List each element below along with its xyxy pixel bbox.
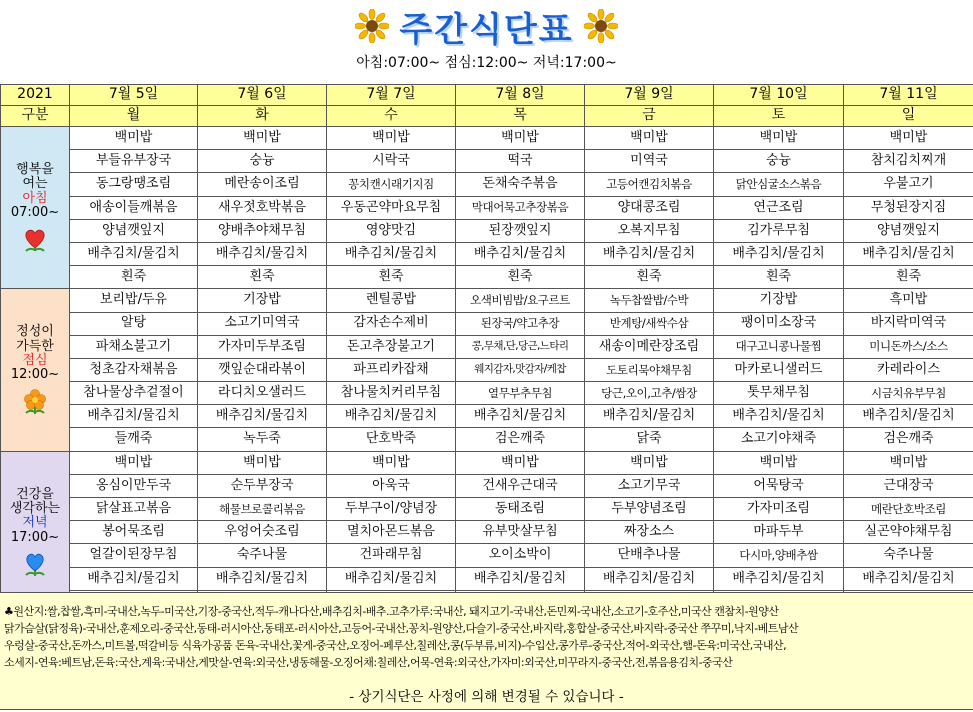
menu-item-cell: 시금치유부무침 bbox=[844, 382, 973, 405]
menu-item-cell: 기장밥 bbox=[198, 289, 327, 312]
menu-item-cell: 반계탕/새싹수삼 bbox=[585, 312, 714, 335]
menu-item-cell: 백미밥 bbox=[70, 451, 198, 474]
menu-item-cell: 흰죽 bbox=[585, 266, 714, 289]
menu-item-cell: 청초감자채볶음 bbox=[70, 358, 198, 381]
menu-row bbox=[1, 335, 973, 358]
weekday-cell: 수 bbox=[327, 106, 456, 127]
menu-item-cell: 우불고기 bbox=[844, 173, 973, 196]
meal-label-line: 정성이 bbox=[16, 324, 54, 340]
weekly-menu-table bbox=[0, 84, 973, 614]
menu-item-cell: 숙주나물 bbox=[198, 544, 327, 567]
menu-item-cell: 배추김치/물김치 bbox=[585, 242, 714, 265]
menu-item-cell: 봉어묵조림 bbox=[70, 521, 198, 544]
menu-item-cell: 미니돈까스/소스 bbox=[844, 335, 973, 358]
menu-item-cell: 새우젓호박볶음 bbox=[198, 196, 327, 219]
origin-line: 닭가슴살(닭정육)-국내산,훈제오리-중국산,동태-러시아산,동태포-러시아산,고등어-국내산,꽁치-원양산,다슬기-중국산,바지락,홍합살-중국산,바지락-중국산 쭈꾸미,낙지-베트남산 bbox=[4, 622, 799, 635]
menu-item-cell: 열무부추무침 bbox=[456, 382, 585, 405]
sunflower-icon bbox=[355, 9, 389, 43]
menu-item-cell: 닭죽 bbox=[585, 428, 714, 451]
menu-item-cell: 닭안심굴소스볶음 bbox=[714, 173, 844, 196]
menu-item-cell: 백미밥 bbox=[70, 127, 198, 150]
menu-item-cell: 백미밥 bbox=[198, 127, 327, 150]
menu-item-cell: 백미밥 bbox=[327, 127, 456, 150]
page-title: 주간식단표 bbox=[399, 9, 574, 50]
menu-item-cell: 소고기무국 bbox=[585, 474, 714, 497]
menu-item-cell: 대구고니콩나물찜 bbox=[714, 335, 844, 358]
menu-item-cell: 옹심이만두국 bbox=[70, 474, 198, 497]
meal-label-line: 건강을 bbox=[16, 486, 54, 502]
menu-item-cell: 배추김치/물김치 bbox=[327, 242, 456, 265]
meal-label bbox=[2, 488, 68, 577]
menu-item-cell: 양배추야채무침 bbox=[198, 219, 327, 242]
menu-row bbox=[1, 289, 973, 312]
sunflower-icon bbox=[584, 9, 618, 43]
menu-item-cell: 흰죽 bbox=[70, 266, 198, 289]
menu-row bbox=[1, 405, 973, 428]
menu-item-cell: 배추김치/물김치 bbox=[70, 567, 198, 590]
menu-item-cell: 양념깻잎지 bbox=[844, 219, 973, 242]
menu-item-cell: 메란송이조림 bbox=[198, 173, 327, 196]
menu-item-cell: 파프리카잡채 bbox=[327, 358, 456, 381]
menu-item-cell: 우엉어슷조림 bbox=[198, 521, 327, 544]
meal-time: 17:00~ bbox=[10, 529, 60, 545]
menu-item-cell: 배추김치/물김치 bbox=[198, 405, 327, 428]
menu-item-cell: 양대콩조림 bbox=[585, 196, 714, 219]
menu-item-cell: 시락국 bbox=[327, 150, 456, 173]
menu-item-cell: 실곤약야채무침 bbox=[844, 521, 973, 544]
menu-item-cell: 새송이메란장조림 bbox=[585, 335, 714, 358]
meal-label-cell bbox=[1, 451, 70, 613]
menu-item-cell: 오복지무침 bbox=[585, 219, 714, 242]
menu-item-cell: 흰죽 bbox=[714, 266, 844, 289]
menu-item-cell: 배추김치/물김치 bbox=[585, 405, 714, 428]
menu-item-cell: 백미밥 bbox=[714, 451, 844, 474]
menu-item-cell: 검은깨죽 bbox=[456, 428, 585, 451]
menu-item-cell: 다시마,양배추쌈 bbox=[714, 544, 844, 567]
menu-item-cell: 우동곤약마요무침 bbox=[327, 196, 456, 219]
menu-item-cell: 떡국 bbox=[456, 150, 585, 173]
menu-item-cell: 두부양념조림 bbox=[585, 498, 714, 521]
menu-item-cell: 오이소박이 bbox=[456, 544, 585, 567]
weekday-cell: 목 bbox=[456, 106, 585, 127]
date-cell: 7월 10일 bbox=[714, 85, 844, 106]
page-header bbox=[0, 0, 973, 84]
menu-item-cell: 배추김치/물김치 bbox=[844, 567, 973, 590]
menu-item-cell: 배추김치/물김치 bbox=[70, 242, 198, 265]
menu-item-cell: 단호박죽 bbox=[327, 428, 456, 451]
origin-line: ♣원산지:쌀,찹쌀,흑미-국내산,녹두-미국산,기장-중국산,적두-캐나다산,배추김치-배추.고추가루:국내산, 돼지고기-국내산,돈민찌-국내산,소고기-호주산,미국산 캔참치-원양산 bbox=[4, 605, 779, 618]
menu-item-cell: 얼갈이된장무침 bbox=[70, 544, 198, 567]
menu-item-cell: 순두부장국 bbox=[198, 474, 327, 497]
menu-item-cell: 짜장소스 bbox=[585, 521, 714, 544]
menu-item-cell: 백미밥 bbox=[456, 451, 585, 474]
menu-item-cell: 마카로니샐러드 bbox=[714, 358, 844, 381]
menu-item-cell: 단배추나물 bbox=[585, 544, 714, 567]
menu-item-cell: 바지락미역국 bbox=[844, 312, 973, 335]
menu-item-cell: 파채소불고기 bbox=[70, 335, 198, 358]
meal-label bbox=[2, 325, 68, 414]
menu-item-cell: 숙주나물 bbox=[844, 544, 973, 567]
menu-row bbox=[1, 498, 973, 521]
date-cell: 7월 9일 bbox=[585, 85, 714, 106]
menu-item-cell: 닭살표고볶음 bbox=[70, 498, 198, 521]
meal-times: 아침:07:00~ 점심:12:00~ 저녁:17:00~ bbox=[356, 55, 617, 71]
menu-item-cell: 꽁치캔시래기지짐 bbox=[327, 173, 456, 196]
menu-item-cell: 부들유부장국 bbox=[70, 150, 198, 173]
menu-item-cell: 참나물치커리무침 bbox=[327, 382, 456, 405]
menu-item-cell: 메란단호박조림 bbox=[844, 498, 973, 521]
meal-time: 07:00~ bbox=[10, 204, 60, 220]
weekday-cell: 월 bbox=[70, 106, 198, 127]
menu-item-cell: 애송이들깨볶음 bbox=[70, 196, 198, 219]
menu-item-cell: 건파래무침 bbox=[327, 544, 456, 567]
menu-item-cell: 카레라이스 bbox=[844, 358, 973, 381]
menu-item-cell: 감자손수제비 bbox=[327, 312, 456, 335]
menu-item-cell: 고등어캔김치볶음 bbox=[585, 173, 714, 196]
meal-label-cell bbox=[1, 289, 70, 451]
menu-item-cell: 유부맛살무침 bbox=[456, 521, 585, 544]
origin-line: 우렁살-중국산,돈까스,미트볼,떡갈비등 식육가공품 돈육-국내산,꽃게-중국산,오징어-페루산,칠레산,콩(두부류,비지)-수입산,콩가루-중국산,적어-외국산,햄-돈육:미국산,국내산, bbox=[4, 639, 787, 652]
menu-item-cell: 두부구이/양념장 bbox=[327, 498, 456, 521]
menu-item-cell: 백미밥 bbox=[198, 451, 327, 474]
menu-item-cell: 흰죽 bbox=[198, 266, 327, 289]
menu-item-cell: 당근,오이,고추/쌈장 bbox=[585, 382, 714, 405]
menu-item-cell: 백미밥 bbox=[714, 127, 844, 150]
menu-item-cell: 마파두부 bbox=[714, 521, 844, 544]
weekday-cell: 토 bbox=[714, 106, 844, 127]
menu-item-cell: 참나물상추겉절이 bbox=[70, 382, 198, 405]
menu-item-cell: 소고기야채죽 bbox=[714, 428, 844, 451]
menu-item-cell: 가자미두부조림 bbox=[198, 335, 327, 358]
meal-name: 점심 bbox=[22, 352, 48, 368]
meal-name: 저녁 bbox=[22, 515, 48, 531]
menu-item-cell: 아욱국 bbox=[327, 474, 456, 497]
menu-item-cell: 들깨죽 bbox=[70, 428, 198, 451]
meal-label-line: 여는 bbox=[22, 176, 48, 192]
menu-row bbox=[1, 567, 973, 590]
menu-item-cell: 참치김치찌개 bbox=[844, 150, 973, 173]
meal-name: 아침 bbox=[22, 190, 48, 206]
menu-row bbox=[1, 150, 973, 173]
menu-item-cell: 된장국/약고추장 bbox=[456, 312, 585, 335]
menu-item-cell: 막대어묵고추장볶음 bbox=[456, 196, 585, 219]
menu-row bbox=[1, 219, 973, 242]
title-row bbox=[0, 4, 973, 48]
menu-item-cell: 배추김치/물김치 bbox=[714, 405, 844, 428]
menu-item-cell: 배추김치/물김치 bbox=[70, 405, 198, 428]
date-cell: 7월 8일 bbox=[456, 85, 585, 106]
menu-item-cell: 근대장국 bbox=[844, 474, 973, 497]
menu-item-cell: 배추김치/물김치 bbox=[198, 242, 327, 265]
meal-time: 12:00~ bbox=[10, 367, 60, 383]
menu-row bbox=[1, 266, 973, 289]
menu-item-cell: 팽이미소장국 bbox=[714, 312, 844, 335]
category-cell: 구분 bbox=[1, 106, 70, 127]
menu-item-cell: 배추김치/물김치 bbox=[714, 242, 844, 265]
menu-item-cell: 멸치아몬드볶음 bbox=[327, 521, 456, 544]
menu-item-cell: 가자미조림 bbox=[714, 498, 844, 521]
menu-item-cell: 렌틸콩밥 bbox=[327, 289, 456, 312]
menu-item-cell: 건새우근대국 bbox=[456, 474, 585, 497]
menu-item-cell: 백미밥 bbox=[844, 127, 973, 150]
menu-row bbox=[1, 312, 973, 335]
menu-row bbox=[1, 127, 973, 150]
menu-item-cell: 동태조림 bbox=[456, 498, 585, 521]
date-header-row bbox=[1, 85, 973, 106]
menu-item-cell: 흰죽 bbox=[844, 266, 973, 289]
menu-item-cell: 알탕 bbox=[70, 312, 198, 335]
weekday-cell: 금 bbox=[585, 106, 714, 127]
meal-label-cell bbox=[1, 127, 70, 289]
menu-item-cell: 숭늉 bbox=[714, 150, 844, 173]
date-cell: 7월 6일 bbox=[198, 85, 327, 106]
menu-item-cell: 흰죽 bbox=[327, 266, 456, 289]
meal-label-line: 가득한 bbox=[16, 338, 54, 354]
menu-item-cell: 콩,무채,단,당근,느타리 bbox=[456, 335, 585, 358]
menu-item-cell: 배추김치/물김치 bbox=[844, 405, 973, 428]
menu-item-cell: 돈고추장불고기 bbox=[327, 335, 456, 358]
menu-item-cell: 흰죽 bbox=[456, 266, 585, 289]
menu-item-cell: 배추김치/물김치 bbox=[456, 405, 585, 428]
menu-item-cell: 백미밥 bbox=[844, 451, 973, 474]
menu-row bbox=[1, 196, 973, 219]
menu-item-cell: 영양맛김 bbox=[327, 219, 456, 242]
menu-item-cell: 미역국 bbox=[585, 150, 714, 173]
menu-item-cell: 백미밥 bbox=[585, 127, 714, 150]
menu-item-cell: 오색비빔밥/요구르트 bbox=[456, 289, 585, 312]
menu-item-cell: 녹두찹쌀밥/수박 bbox=[585, 289, 714, 312]
menu-item-cell: 돈채숙주볶음 bbox=[456, 173, 585, 196]
menu-row bbox=[1, 544, 973, 567]
menu-row bbox=[1, 242, 973, 265]
origin-line: 소세지-연육:베트남,돈육:국산,계육:국내산,게맛살-연육:외국산,냉동해물-오징어채:칠레산,어묵-연육:외국산,가자미:외국산,미꾸라지-중국산,전,볶음용김치-중국산 bbox=[4, 656, 733, 669]
menu-item-cell: 배추김치/물김치 bbox=[456, 567, 585, 590]
year-cell: 2021 bbox=[1, 85, 70, 106]
menu-item-cell: 기장밥 bbox=[714, 289, 844, 312]
menu-item-cell: 도토리묵야채무침 bbox=[585, 358, 714, 381]
menu-item-cell: 배추김치/물김치 bbox=[327, 405, 456, 428]
menu-item-cell: 흑미밥 bbox=[844, 289, 973, 312]
menu-item-cell: 된장깻잎지 bbox=[456, 219, 585, 242]
menu-item-cell: 동그랑땡조림 bbox=[70, 173, 198, 196]
menu-item-cell: 깻잎순대라볶이 bbox=[198, 358, 327, 381]
date-cell: 7월 11일 bbox=[844, 85, 973, 106]
menu-item-cell: 어묵탕국 bbox=[714, 474, 844, 497]
menu-item-cell: 보리밥/두유 bbox=[70, 289, 198, 312]
menu-row bbox=[1, 358, 973, 381]
menu-item-cell: 연근조림 bbox=[714, 196, 844, 219]
date-cell: 7월 5일 bbox=[70, 85, 198, 106]
menu-item-cell: 배추김치/물김치 bbox=[456, 242, 585, 265]
menu-item-cell: 검은깨죽 bbox=[844, 428, 973, 451]
menu-row bbox=[1, 521, 973, 544]
orange-flower-icon bbox=[21, 387, 49, 415]
menu-item-cell: 녹두죽 bbox=[198, 428, 327, 451]
menu-item-cell: 숭늉 bbox=[198, 150, 327, 173]
menu-item-cell: 양념깻잎지 bbox=[70, 219, 198, 242]
menu-item-cell: 소고기미역국 bbox=[198, 312, 327, 335]
menu-item-cell: 김가루무침 bbox=[714, 219, 844, 242]
menu-item-cell: 배추김치/물김치 bbox=[844, 242, 973, 265]
menu-item-cell: 백미밥 bbox=[585, 451, 714, 474]
menu-row bbox=[1, 428, 973, 451]
menu-item-cell: 백미밥 bbox=[327, 451, 456, 474]
meal-label bbox=[2, 163, 68, 252]
menu-item-cell: 톳무채무침 bbox=[714, 382, 844, 405]
menu-item-cell: 배추김치/물김치 bbox=[585, 567, 714, 590]
weekday-header-row bbox=[1, 106, 973, 127]
menu-item-cell: 해물브로콜리볶음 bbox=[198, 498, 327, 521]
menu-item-cell: 무청된장지짐 bbox=[844, 196, 973, 219]
meal-label-line: 행복을 bbox=[16, 162, 54, 178]
weekday-cell: 화 bbox=[198, 106, 327, 127]
menu-item-cell: 웨지감자,맛감자/케찹 bbox=[456, 358, 585, 381]
menu-item-cell: 백미밥 bbox=[456, 127, 585, 150]
weekday-cell: 일 bbox=[844, 106, 973, 127]
menu-item-cell: 배추김치/물김치 bbox=[198, 567, 327, 590]
menu-item-cell: 배추김치/물김치 bbox=[714, 567, 844, 590]
meal-label-line: 생각하는 bbox=[9, 500, 61, 516]
blue-flower-icon bbox=[21, 549, 49, 577]
menu-item-cell: 라디치오샐러드 bbox=[198, 382, 327, 405]
change-notice: - 상기식단은 사정에 의해 변경될 수 있습니다 - bbox=[0, 684, 973, 710]
menu-row bbox=[1, 382, 973, 405]
date-cell: 7월 7일 bbox=[327, 85, 456, 106]
menu-row bbox=[1, 451, 973, 474]
menu-row bbox=[1, 173, 973, 196]
menu-row bbox=[1, 474, 973, 497]
heart-flower-icon bbox=[21, 224, 49, 252]
menu-item-cell: 배추김치/물김치 bbox=[327, 567, 456, 590]
